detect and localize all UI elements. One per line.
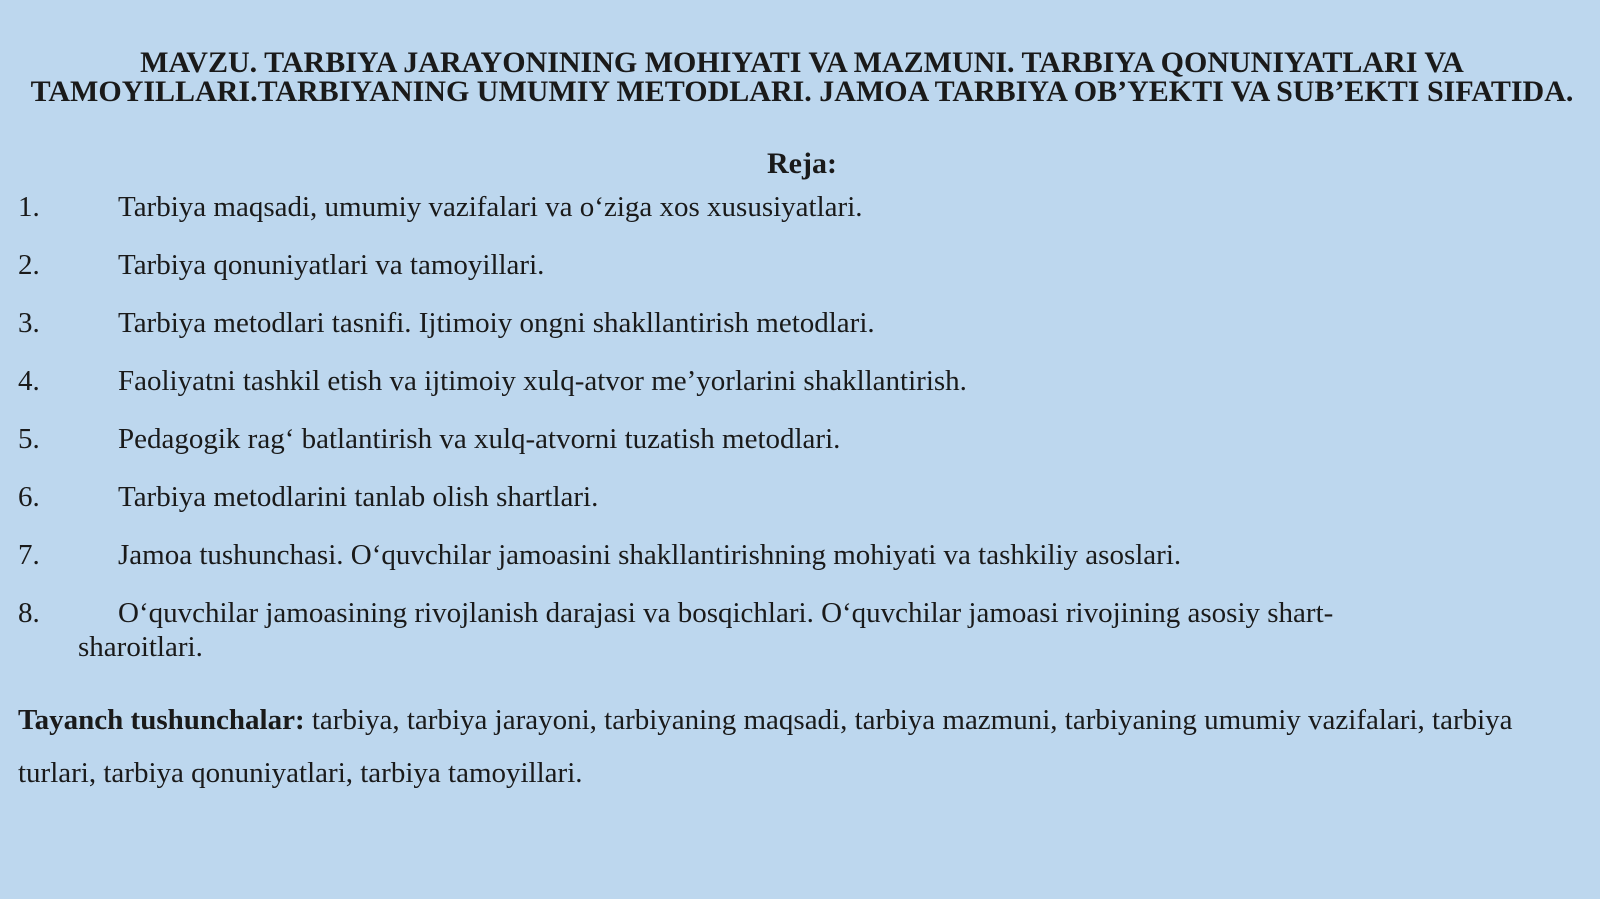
plan-item-1 bbox=[18, 190, 1586, 224]
plan-item-number: 6. bbox=[18, 481, 40, 513]
plan-item-text: Tarbiya maqsadi, umumiy vazifalari va o‘ziga xos xususiyatlari. bbox=[118, 191, 863, 223]
key-concepts-text: tarbiya, tarbiya jarayoni, tarbiyaning maqsadi, tarbiya mazmuni, tarbiyaning umumiy vazifalari, tarbiya turlari, tarbiya qonuniyatlari, tarbiya tamoyillari. bbox=[18, 704, 1513, 789]
plan-item-6 bbox=[18, 480, 1586, 514]
plan-item-number: 2. bbox=[18, 249, 40, 281]
plan-item-7 bbox=[18, 538, 1586, 572]
plan-item-text: Faoliyatni tashkil etish va ijtimoiy xulq-atvor me’yorlarini shakllantirish. bbox=[118, 365, 967, 397]
plan-item-text: Tarbiya metodlarini tanlab olish shartlari. bbox=[118, 481, 599, 513]
plan-item-8 bbox=[18, 596, 1586, 664]
plan-item-text: Pedagogik rag‘ batlantirish va xulq-atvorni tuzatish metodlari. bbox=[118, 423, 841, 455]
plan-item-2 bbox=[18, 248, 1586, 282]
plan-item-number: 1. bbox=[18, 191, 40, 223]
key-concepts-label: Tayanch tushunchalar: bbox=[18, 704, 305, 736]
key-concepts bbox=[18, 694, 1558, 800]
plan-item-5 bbox=[18, 422, 1586, 456]
plan-item-number: 7. bbox=[18, 539, 40, 571]
plan-item-text bbox=[18, 596, 1586, 664]
plan-item-number: 8. bbox=[18, 597, 40, 629]
plan-heading: Reja: bbox=[767, 147, 837, 180]
plan-item-number: 4. bbox=[18, 365, 40, 397]
plan-item-text-continuation: sharoitlari. bbox=[78, 631, 203, 663]
plan-item-3 bbox=[18, 306, 1586, 340]
plan-item-4 bbox=[18, 364, 1586, 398]
plan-item-text: Tarbiya qonuniyatlari va tamoyillari. bbox=[118, 249, 545, 281]
plan-item-text: Jamoa tushunchasi. O‘quvchilar jamoasini shakllantirishning mohiyati va tashkiliy asoslari. bbox=[118, 539, 1182, 571]
plan-item-text-line: O‘quvchilar jamoasining rivojlanish darajasi va bosqichlari. O‘quvchilar jamoasi rivojining asosiy shart- bbox=[118, 597, 1334, 629]
plan-list bbox=[18, 190, 1586, 688]
page-title: MAVZU. TARBIYA JARAYONINING MOHIYATI VA MAZMUNI. TARBIYA QONUNIYATLARI VA TAMOYILLARI.TARBIYANING UMUMIY METODLARI. JAMOA TARBIYA OB’YEKTI VA SUB’EKTI SIFATIDA. bbox=[30, 46, 1574, 108]
plan-item-text: Tarbiya metodlari tasnifi. Ijtimoiy ongni shakllantirish metodlari. bbox=[118, 307, 875, 339]
plan-item-number: 5. bbox=[18, 423, 40, 455]
plan-item-number: 3. bbox=[18, 307, 40, 339]
